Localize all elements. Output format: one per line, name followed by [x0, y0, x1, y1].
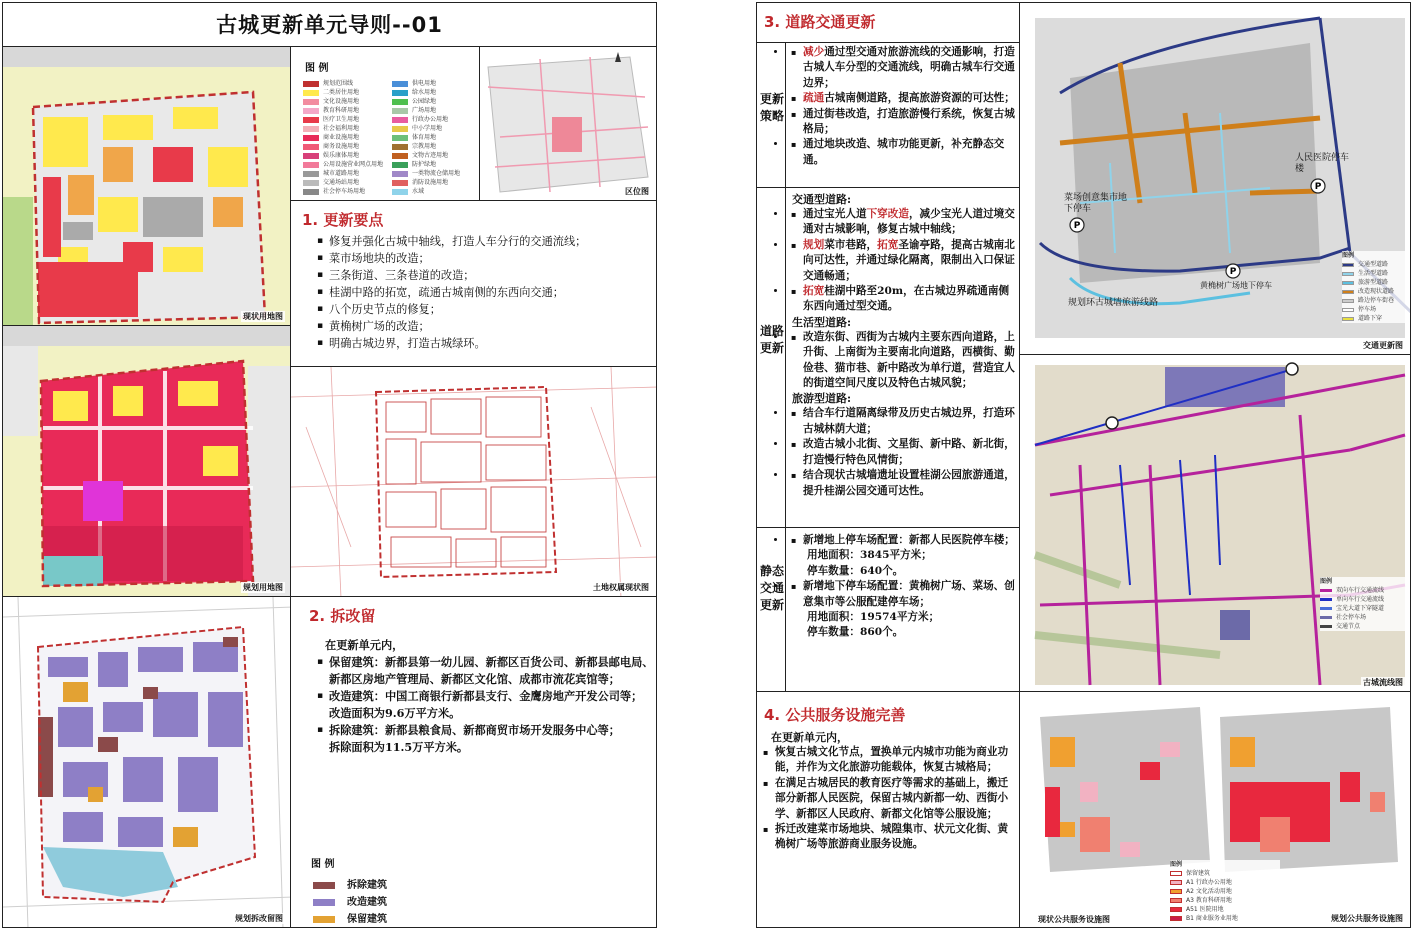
legend-label: 一类物流仓储用地: [412, 170, 461, 177]
market-label: 菜场创意集市地下停车: [1064, 193, 1128, 214]
legend-swatch: [392, 144, 408, 150]
legend-title: 图 例: [305, 63, 329, 74]
tour-road-item: ▪ • 结合现状古城墙遗址设置桂湖公园旅游通道，提升桂湖公园交通可达性。: [787, 468, 1019, 499]
legend-item: [303, 187, 386, 196]
legend-item: [303, 88, 386, 97]
ring-label: 规划环古城墙旅游线路: [1068, 298, 1159, 308]
demolition-item: [315, 654, 655, 688]
legend-label: 宗教用地: [412, 143, 437, 150]
legend-item: [303, 106, 386, 115]
legend-item: [392, 106, 475, 115]
legend-swatch: [392, 162, 408, 168]
legend-swatch: [1170, 898, 1182, 903]
section4-heading: 4. 公共服务设施完善: [764, 706, 906, 724]
legend-swatch: [1320, 616, 1332, 619]
section4-panel: [756, 691, 1020, 928]
section3-heading: 3. 道路交通更新: [764, 13, 876, 31]
update-point-item: ▪ 黄桷树广场的改造；: [315, 318, 655, 335]
divider: [757, 527, 1020, 528]
legend-label: 保留建筑: [1186, 870, 1211, 877]
legend-label: 广场用地: [412, 107, 437, 114]
legend-item: [1170, 914, 1280, 923]
area-note: 拆除面积为11.5万平方米。: [329, 740, 469, 754]
service-item: ▪ • 拆迁改建菜市场地块、城隍集市、状元文化街、黄桷树广场等旅游商业服务设施。: [759, 822, 1017, 853]
legend-swatch: [303, 180, 319, 186]
demolition-item: [315, 688, 655, 722]
section2-intro: 在更新单元内，: [325, 638, 404, 652]
legend-label: 医疗卫生用地: [323, 116, 360, 123]
legend-swatch: [392, 90, 408, 96]
text-span: 通过地块改造、城市功能更新，补充静态交通。: [803, 138, 1005, 166]
legend-item: [392, 142, 475, 151]
legend-label: 供电用地: [412, 80, 437, 87]
legend-item: [303, 115, 386, 124]
legend-swatch: [303, 126, 319, 132]
transit-road-item: [787, 207, 1019, 238]
flow-legend-title: 图例: [1320, 578, 1333, 585]
text-span: 拆除建筑：新都县粮食局、新都商贸市场开发服务中心等；: [329, 723, 620, 737]
legend-item: [1170, 869, 1280, 878]
legend-label: A2 文化活动用地: [1186, 888, 1232, 895]
legend-swatch: [1342, 290, 1354, 294]
transit-list: [787, 207, 1019, 315]
legend-swatch: [303, 153, 319, 159]
legend-label: 改造建筑: [347, 897, 387, 908]
legend-item: [1342, 278, 1410, 287]
legend-item: [392, 79, 475, 88]
legend-swatch: [392, 189, 408, 195]
service-legend-title: 图例: [1170, 861, 1183, 868]
traffic-map-panel: [1019, 2, 1411, 355]
transit-title: 交通型道路:: [792, 193, 852, 206]
legend-label: 教育科研用地: [323, 107, 360, 114]
legend-item: [303, 169, 386, 178]
legend-label: 保留建筑: [347, 914, 387, 925]
update-point-item: ▪ 八个历史节点的修复；: [315, 301, 655, 318]
legend-item: [1320, 586, 1410, 595]
service-legend: [1170, 860, 1280, 923]
legend-label: 防护绿地: [412, 161, 437, 168]
legend-label: 消防设施用地: [412, 179, 449, 186]
legend-item: [1342, 269, 1410, 278]
legend-swatch: [303, 81, 319, 87]
legend-label: A3 教育科研用地: [1186, 897, 1232, 904]
parking-head: ▪ • 新增地下停车场配置：黄桷树广场、菜场、创意集市等公服配建停车场；: [803, 580, 1015, 608]
current-land-map-panel: [2, 46, 291, 326]
transit-road-item: [787, 284, 1019, 315]
legend-item: [392, 88, 475, 97]
highlight-text: 拓宽: [803, 285, 825, 298]
legend-swatch: [1170, 916, 1182, 921]
update-point-item: ▪ 修复并强化古城中轴线，打造人车分行的交通流线；: [315, 233, 655, 250]
landuse-legend: [303, 79, 475, 196]
legend-label: 道路下穿: [1358, 315, 1383, 322]
legend-swatch: [303, 144, 319, 150]
roads-content: [787, 192, 1019, 499]
legend-item: [1320, 604, 1410, 613]
text-span: 桂湖中路至20m，在古城边界疏通南侧东西向通过型交通。: [803, 285, 1010, 313]
section4-list: [759, 745, 1017, 853]
legend-item: [1342, 296, 1410, 305]
page-title: 古城更新单元导则--01: [216, 13, 443, 37]
flow-legend-list: [1320, 586, 1410, 631]
strategy-content: [787, 45, 1019, 168]
highlight-text: 拓宽: [877, 238, 899, 251]
legend-label: 公用设施营业网点用地: [323, 161, 384, 168]
legend-swatch: [303, 171, 319, 177]
current-service-caption: 现状公共服务设施图: [1038, 915, 1110, 924]
legend-item: [1320, 595, 1410, 604]
section2-list: [315, 654, 655, 756]
legend-swatch: [303, 117, 319, 123]
legend-label: B1 商业服务业用地: [1186, 915, 1238, 922]
parking-marker: P: [1229, 267, 1237, 277]
legend-item: [392, 124, 475, 133]
life-title: 生活型道路:: [792, 315, 852, 329]
section4-intro: 在更新单元内，: [771, 731, 848, 744]
legend-item: [392, 160, 475, 169]
legend-swatch: [392, 180, 408, 186]
ownership-map-panel: [290, 366, 657, 597]
legend-swatch: [392, 171, 408, 177]
service-map-panel: [1019, 691, 1411, 928]
update-point-item: ▪ 桂湖中路的拓宽，疏通古城南侧的东西向交通；: [315, 284, 655, 301]
text-span: 通过街巷改造，打造旅游慢行系统，恢复古城格局；: [803, 107, 1015, 136]
section2-legend-title: 图 例: [311, 859, 335, 870]
divider: [757, 42, 1020, 43]
flow-caption: 古城流线图: [1363, 678, 1403, 687]
legend-swatch: [1170, 880, 1182, 885]
traffic-legend: [1342, 251, 1410, 323]
legend-swatch: [303, 90, 319, 96]
transit-road-item: [787, 238, 1019, 284]
legend-item: [1320, 622, 1410, 631]
legend-swatch: [1342, 281, 1354, 285]
legend-item: [1170, 887, 1280, 896]
demolition-map-panel: [2, 596, 291, 928]
legend-swatch: [303, 162, 319, 168]
legend-swatch: [303, 108, 319, 114]
landuse-legend-panel: [290, 46, 480, 201]
traffic-legend-title: 图例: [1342, 252, 1355, 259]
legend-label: 双向车行交通流线: [1336, 587, 1385, 594]
location-map: [480, 47, 657, 201]
legend-label: 拆除建筑: [347, 880, 387, 891]
text-span: 通过宝光人道: [803, 208, 867, 220]
strategy-label: 更新策略: [759, 92, 784, 123]
strategy-item: [787, 91, 1019, 106]
legend-label: 停车场: [1358, 306, 1377, 313]
service-legend-list: [1170, 869, 1280, 923]
legend-label: 中小学用地: [412, 125, 443, 132]
legend-swatch: [303, 99, 319, 105]
service-item: ▪ • 在满足古城居民的教育医疗等需求的基础上，搬迁部分新都人民医院，保留古城内新都一幼、西街小学、新都区人民政府、新都文化馆等公服设施；: [759, 776, 1017, 822]
legend-item: [303, 133, 386, 142]
legend-label: 交通场站用地: [323, 179, 360, 186]
legend-label: 宝光大道下穿隧道: [1336, 605, 1385, 612]
legend-item: [392, 151, 475, 160]
parking-line: 停车数量：860个。: [807, 626, 904, 639]
section2-heading: 2. 拆改留: [309, 607, 376, 625]
location-caption: 区位图: [625, 187, 649, 196]
legend-swatch: [313, 916, 335, 923]
legend-swatch: [303, 135, 319, 141]
update-point-item: ▪ 明确古城边界，打造古城绿环。: [315, 335, 655, 352]
legend-label: A1 行政办公用地: [1186, 879, 1232, 886]
section2-legend: [313, 877, 387, 928]
legend-swatch: [1342, 317, 1354, 321]
legend-item: [313, 894, 387, 911]
legend-swatch: [1320, 589, 1332, 592]
left-title-box: [2, 2, 657, 47]
strategy-item: [787, 45, 1019, 91]
section1-heading: 1. 更新要点: [302, 211, 384, 229]
square-label: 黄桷树广场地下停车: [1200, 281, 1272, 290]
section1-panel: [290, 200, 657, 367]
strategy-item: [787, 107, 1019, 138]
legend-label: A51 医院用地: [1186, 906, 1224, 913]
legend-item: [313, 911, 387, 928]
legend-item: [303, 151, 386, 160]
legend-item: [303, 160, 386, 169]
legend-item: [1320, 613, 1410, 622]
life-list: [787, 330, 1019, 392]
legend-item: [392, 178, 475, 187]
text-span: ，减少宝光人道过境交通对古城影响，修复古城中轴线；: [803, 208, 1015, 236]
legend-item: [303, 97, 386, 106]
legend-label: 交通型道路: [1358, 261, 1389, 268]
legend-swatch: [313, 882, 335, 889]
text-span: 保留建筑：新都县第一幼儿园、新都区百货公司、新都县邮电局、新都区房地产管理局、新都区文化馆、成都市流花宾馆等；: [329, 655, 654, 686]
strategy-item: [787, 137, 1019, 168]
legend-label: 社会停车场用地: [323, 188, 366, 195]
legend-swatch: [313, 899, 335, 906]
parking-head: ▪ • 新增地上停车场配置：新都人民医院停车楼；: [803, 534, 1015, 546]
area-note: 改造面积为9.6万平方米。: [329, 706, 461, 720]
parking-item: [787, 533, 1019, 579]
legend-label: 文物古迹用地: [412, 152, 449, 159]
highlight-text: 减少: [803, 46, 825, 58]
legend-label: 商务设施用地: [323, 143, 360, 150]
legend-swatch: [392, 126, 408, 132]
legend-swatch: [1170, 907, 1182, 912]
life-road-item: ▪ • 改造东街、西街为古城内主要东西向道路，上升街、上南街为主要南北向道路，西横街、勤俭巷、猫市巷、新中路改为单行道，营造宜人的街道空间尺度以及特色古城风貌；: [787, 330, 1019, 392]
legend-label: 规划范围线: [323, 80, 354, 87]
legend-swatch: [392, 117, 408, 123]
traffic-caption: 交通更新图: [1363, 341, 1403, 350]
legend-swatch: [392, 153, 408, 159]
traffic-legend-list: [1342, 260, 1410, 323]
hospital-label: 人民医院停车楼: [1295, 153, 1350, 174]
legend-swatch: [392, 135, 408, 141]
legend-swatch: [1320, 607, 1332, 610]
legend-item: [1170, 905, 1280, 914]
parking-marker: P: [1073, 221, 1081, 231]
legend-item: [313, 877, 387, 894]
parking-line: 停车数量：640个。: [807, 564, 904, 577]
tour-road-item: ▪ • 改造古城小北街、文星街、新中路、新北街，打造慢行特色风情街；: [787, 437, 1019, 468]
legend-item: [303, 142, 386, 151]
parking-content: [787, 533, 1019, 641]
tour-list: [787, 406, 1019, 498]
tour-road-item: ▪ • 结合车行道隔离绿带及历史古城边界，打造环古城林荫大道；: [787, 406, 1019, 437]
legend-item: [1342, 314, 1410, 323]
tour-title: 旅游型道路:: [792, 392, 852, 406]
legend-swatch: [303, 189, 319, 195]
legend-label: 社会停车场: [1336, 614, 1367, 621]
legend-label: 娱乐康体用地: [323, 152, 360, 159]
current-land-map: [3, 47, 291, 326]
service-item: ▪ • 恢复古城文化节点，置换单元内城市功能为商业功能，并作为文化旅游功能载体，恢复古城格局；: [759, 745, 1017, 776]
legend-item: [392, 115, 475, 124]
legend-label: 改造现状道路: [1358, 288, 1395, 295]
update-point-item: ▪ 菜市场地块的改造；: [315, 250, 655, 267]
legend-swatch: [1170, 871, 1182, 876]
highlight-text: 规划: [803, 238, 825, 251]
section1-list: [315, 233, 655, 352]
legend-swatch: [1342, 272, 1354, 276]
legend-swatch: [1320, 625, 1332, 628]
legend-label: 水域: [412, 188, 425, 195]
legend-swatch: [392, 108, 408, 114]
planned-service-caption: 规划公共服务设施图: [1331, 914, 1403, 923]
legend-item: [1342, 287, 1410, 296]
text-span: 通过型交通对旅游流线的交通影响，打造古城人车分型的交通流线，明确古城车行交通边界；: [803, 46, 1015, 89]
parking-line: 用地面积：3845平方米；: [807, 549, 932, 562]
legend-swatch: [1342, 263, 1354, 267]
legend-label: 交通节点: [1336, 623, 1361, 630]
parking-item: [787, 579, 1019, 641]
demolition-caption: 规划拆改留图: [235, 914, 283, 923]
legend-label: 体育用地: [412, 134, 437, 141]
text-span: 改造建筑：中国工商银行新都县支行、金鹰房地产开发公司等；: [329, 689, 643, 703]
legend-label: 社会福利用地: [323, 125, 360, 132]
legend-label: 城市道路用地: [323, 170, 360, 177]
highlight-text: 下穿改造: [866, 208, 909, 220]
legend-item: [392, 187, 475, 196]
legend-item: [303, 79, 386, 88]
current-land-caption: 现状用地图: [243, 312, 283, 321]
ownership-caption: 土地权属现状图: [593, 583, 649, 592]
legend-item: [303, 124, 386, 133]
legend-swatch: [392, 81, 408, 87]
flow-legend: [1320, 577, 1410, 631]
planned-land-map-panel: [2, 325, 291, 597]
legend-item: [1342, 305, 1410, 314]
planned-land-caption: 规划用地图: [243, 583, 283, 592]
legend-swatch: [1342, 299, 1354, 303]
legend-label: 行政办公用地: [412, 116, 449, 123]
legend-label: 生活型道路: [1358, 270, 1389, 277]
flow-map-panel: [1019, 354, 1411, 692]
flow-map: [1020, 355, 1411, 692]
legend-swatch: [1170, 889, 1182, 894]
legend-swatch: [392, 99, 408, 105]
legend-swatch: [1320, 598, 1332, 601]
legend-item: [303, 178, 386, 187]
legend-item: [1342, 260, 1410, 269]
highlight-text: 疏通: [803, 92, 825, 105]
text-span: 圣谕亭路，提高古城南北向可达性，并通过绿化隔离，限制出入口保证交通畅通；: [803, 238, 1015, 282]
roads-label: 道路更新: [759, 324, 784, 355]
parking-marker: P: [1314, 182, 1322, 192]
parking-label: 静态交通更新: [759, 564, 784, 612]
strategy-list: [787, 45, 1019, 168]
legend-label: 商业设施用地: [323, 134, 360, 141]
ownership-map: [291, 367, 657, 597]
legend-item: [392, 97, 475, 106]
update-point-item: ▪ 三条街道、三条巷道的改造；: [315, 267, 655, 284]
divider: [757, 187, 1020, 188]
legend-label: 单向车行交通流线: [1336, 596, 1385, 603]
legend-label: 二类居住用地: [323, 89, 360, 96]
legend-item: [1170, 896, 1280, 905]
legend-swatch: [1342, 308, 1354, 312]
legend-label: 文化设施用地: [323, 98, 360, 105]
legend-label: 给水用地: [412, 89, 437, 96]
legend-item: [392, 169, 475, 178]
section2-panel: [290, 596, 657, 928]
legend-item: [392, 133, 475, 142]
legend-item: [1170, 878, 1280, 887]
text-span: 古城南侧道路，提高旅游资源的可达性；: [824, 92, 1015, 105]
location-map-panel: [479, 46, 657, 201]
demolition-item: [315, 722, 655, 756]
text-span: 菜市巷路，: [824, 238, 878, 251]
parking-list: [787, 533, 1019, 641]
section3-panel: [756, 2, 1020, 692]
divider: [785, 42, 786, 692]
legend-label: 旅游型道路: [1358, 279, 1389, 286]
section4-content: [759, 730, 1017, 853]
parking-line: 用地面积：19574平方米；: [807, 611, 940, 624]
legend-label: 公园绿地: [412, 98, 437, 105]
legend-label: 路边停车街巷: [1358, 297, 1395, 304]
planned-land-map: [3, 326, 291, 597]
demolition-map: [3, 597, 291, 928]
